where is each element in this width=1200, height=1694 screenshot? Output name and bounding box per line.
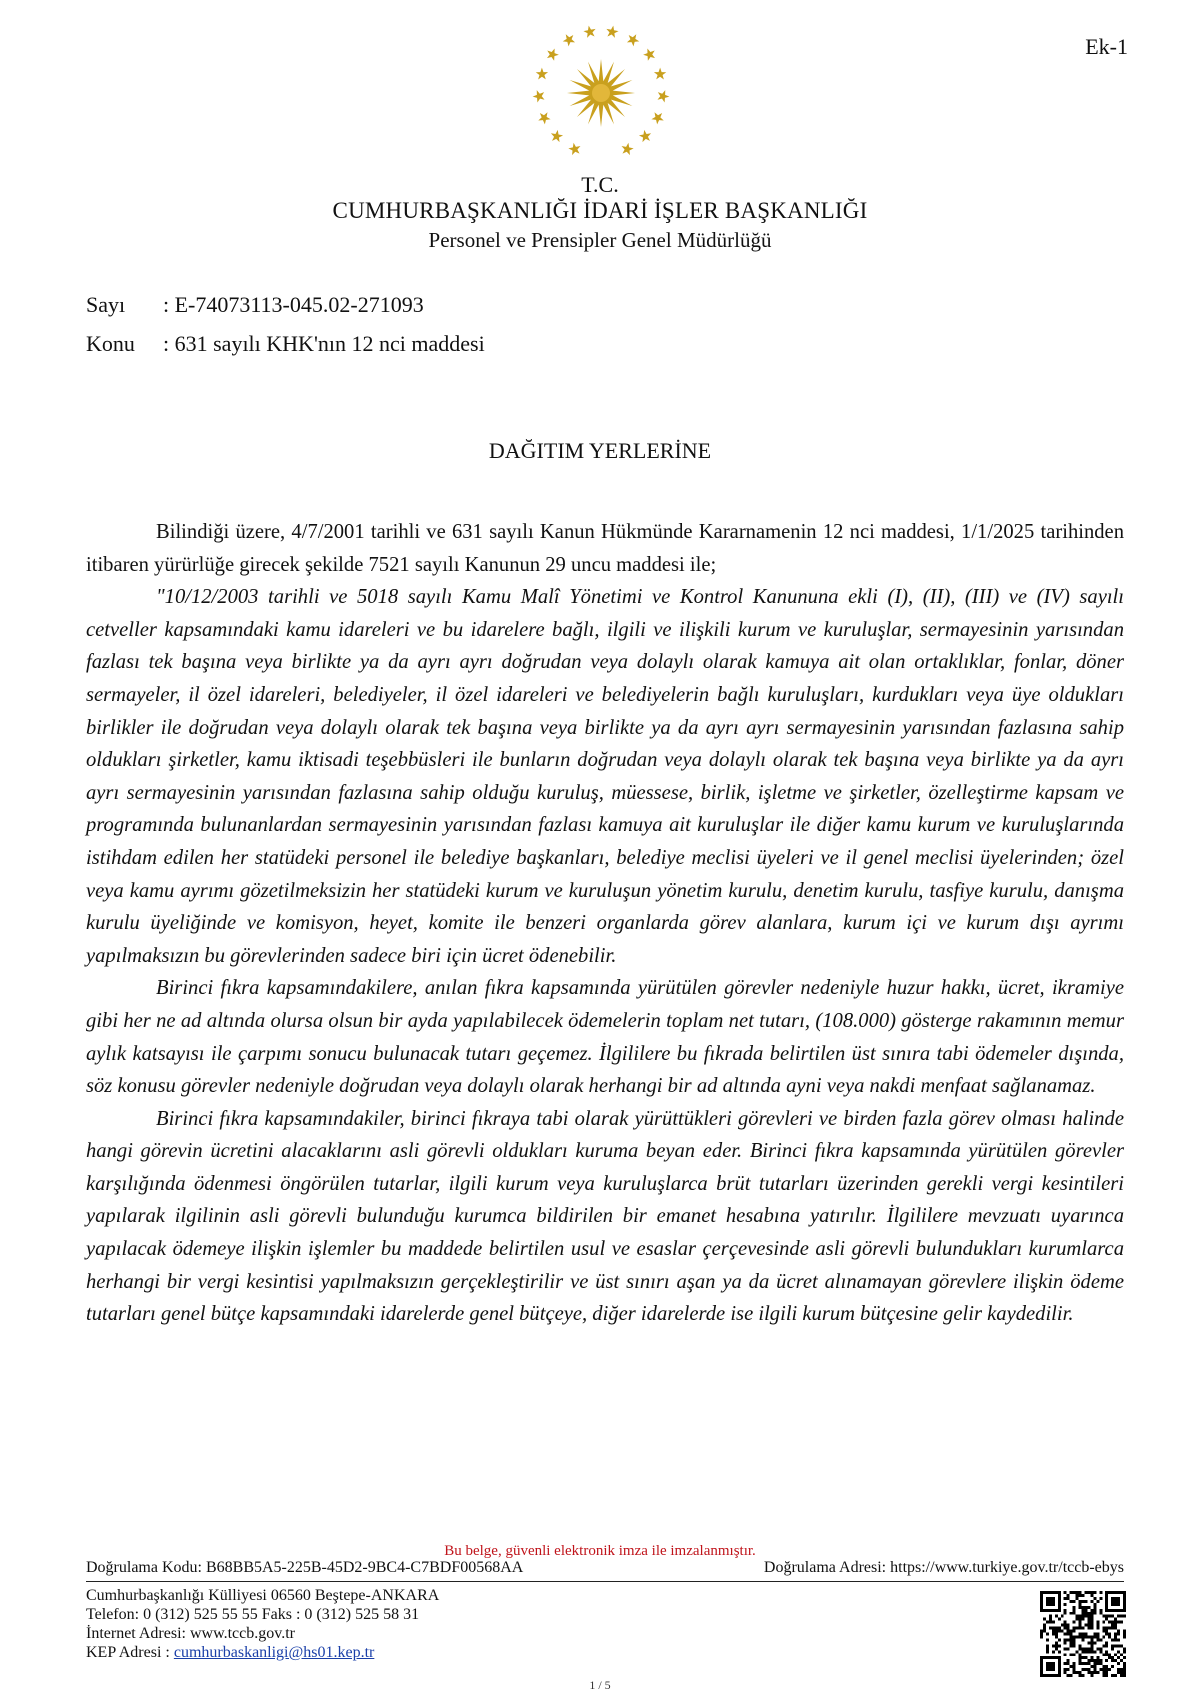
phone-fax: Telefon: 0 (312) 525 55 55 Faks : 0 (312) 525 58 31 [86, 1606, 420, 1623]
signature-notice: Bu belge, güvenli elektronik imza ile imzalanmıştır. [444, 1543, 756, 1559]
recipients-heading: DAĞITIM YERLERİNE [488, 438, 712, 463]
postal-address: Cumhurbaşkanlığı Külliyesi 06560 Beştepe-ANKARA [86, 1587, 440, 1604]
emblem-star [551, 130, 563, 142]
emblem-star [639, 130, 651, 142]
presidential-seal-icon [526, 18, 676, 168]
paragraph-quote-2: Birinci fıkra kapsamındakilere, anılan fıkra kapsamında yürütülen görevler nedeniyle huzur hakkı, ücret, ikramiye gibi her ne ad altında olursa olsun bir ayda yapılabilecek ödemelerin toplam net tutarı, (108.000) gösterge rakamının memur aylık katsayısı ile çarpımı sonucu bulunacak tutarı geçemez. İlgililere bu fıkrada belirtilen üst sınıra tabi ödemeler dışında, söz konusu görevler nedeniyle doğrudan veya dolaylı olarak herhangi bir ad altında ayni veya nakdi menfaat sağlanamaz. [86, 977, 1124, 1098]
subject-label: Konu [86, 331, 135, 356]
letter-body [86, 516, 1124, 1331]
emblem-star [654, 68, 666, 80]
paragraph-intro: Bilindiği üzere, 4/7/2001 tarihli ve 631 sayılı Kanun Hükmünde Kararnamenin 12 nci maddesi, 1/1/2025 tarihinden itibaren yürürlüğe girecek şekilde 7521 sayılı Kanunun 29 uncu maddesi ile; [86, 521, 1124, 576]
kep-link[interactable]: cumhurbaskanligi@hs01.kep.tr [173, 1644, 375, 1661]
verification-row [86, 1559, 1124, 1582]
contact-block [86, 1586, 439, 1662]
emblem-star [622, 143, 634, 155]
emblem-star [627, 34, 639, 46]
emblem-star [547, 48, 559, 60]
emblem-star [643, 48, 655, 60]
emblem-star [651, 112, 663, 124]
emblem-star [606, 26, 618, 38]
kep-address-line [86, 1643, 439, 1662]
emblem-star [568, 143, 580, 155]
page-number: 1 / 5 [589, 1678, 611, 1692]
header-country: T.C. [581, 172, 619, 197]
paragraph-quote-1: "10/12/2003 tarihli ve 5018 sayılı Kamu Malî Yönetimi ve Kontrol Kanununa ekli (I), (II), (III) ve (IV) sayılı cetveller kapsamındaki kamu idareleri ve bu idarelere bağlı, ilgili ve ilişkili kurum ve kuruluşlar, sermayesinin yarısından fazlası tek başına veya birlikte ya da ayrı ayrı doğrudan veya dolaylı olarak kamuya ait olan ortaklıklar, fonlar, döner sermayeler, il özel idareleri, belediyeler, il özel idareleri ve belediyelerin bağlı kuruluşları, kurdukları veya üye oldukları birlikler ile doğrudan veya dolaylı olarak tek başına veya birlikte ya da ayrı ayrı sermayesinin yarısından fazlasına sahip oldukları şirketler, kamu iktisadi teşebbüsleri ile bunların doğrudan veya dolaylı olarak tek başına veya birlikte ya da ayrı ayrı sermayesinin yarısından fazlasına sahip olduğu kuruluş, müessese, birlik, işletme ve şirketler, özelleştirme kapsam ve programında bulunanlardan sermayesinin yarısından fazlası kamuya ait kuruluşlar ile diğer kamu kurum ve kuruluşlarında istihdam edilen her statüdeki personel ile belediye başkanları, belediye meclisi üyeleri ve il genel meclisi üyelerinden; özel veya kamu ayrımı gözetilmeksizin her statüdeki kurum ve kuruluşun yönetim kurulu, denetim kurulu, tasfiye kurulu, danışma kurulu üyeliğinde ve komisyon, heyet, komite ile benzeri organlarda görev alanlara, kurum içi ve kurum dışı ayrımı yapılmaksızın bu görevlerinden sadece biri için ücret ödenebilir. [86, 586, 1124, 967]
emblem-star [536, 68, 548, 80]
website[interactable]: İnternet Adresi: www.tccb.gov.tr [86, 1625, 295, 1642]
emblem-star [657, 90, 669, 102]
verification-code: Doğrulama Kodu: B68BB5A5-225B-45D2-9BC4-C7BDF00568AA [86, 1559, 524, 1576]
emblem-star [538, 112, 550, 124]
emblem-sun-core [592, 84, 610, 102]
emblem-star [583, 26, 595, 38]
kep-label: KEP Adresi : [86, 1644, 174, 1661]
verification-address[interactable]: Doğrulama Adresi: https://www.turkiye.gov.tr/tccb-ebys [763, 1559, 1124, 1576]
emblem-star [533, 90, 545, 102]
annex-label: Ek-1 [1085, 34, 1128, 59]
number-value: : E-74073113-045.02-271093 [163, 292, 424, 317]
number-label: Sayı [86, 292, 126, 317]
paragraph-quote-3: Birinci fıkra kapsamındakiler, birinci fıkraya tabi olarak yürüttükleri görevleri ve birden fazla görev olması halinde hangi görevin ücretini alacaklarını asli görevli oldukları kuruma beyan eder. Birinci fıkra kapsamında yürütülen görevler karşılığında ödenmesi öngörülen tutarlar, ilgili kurum veya kuruluşlarca brüt tutarları üzerinden gerekli vergi kesintileri yapılarak ilgilinin asli görevli bulunduğu kurumca bildirilen bir emanet hesabına yatırılır. İlgililere mevzuatı uyarınca yapılacak ödemeye ilişkin işlemler bu maddede belirtilen usul ve esaslar çerçevesinde asli görevli bulundukları kurumlarca herhangi bir vergi kesintisi yapılmaksızın gerçekleştirilir ve üst sınırı aşan ya da ücret alınamayan görevlere ilişkin ödeme tutarları genel bütçe kapsamındaki idarelerde genel bütçeye, diğer idarelerde ise ilgili kurum bütçesine gelir kaydedilir. [86, 1107, 1124, 1326]
header-department: Personel ve Prensipler Genel Müdürlüğü [428, 228, 772, 252]
header-office: CUMHURBAŞKANLIĞI İDARİ İŞLER BAŞKANLIĞI [332, 198, 868, 223]
qr-code-icon [1040, 1591, 1126, 1677]
emblem-star [563, 34, 575, 46]
subject-value: : 631 sayılı KHK'nın 12 nci maddesi [163, 331, 485, 356]
